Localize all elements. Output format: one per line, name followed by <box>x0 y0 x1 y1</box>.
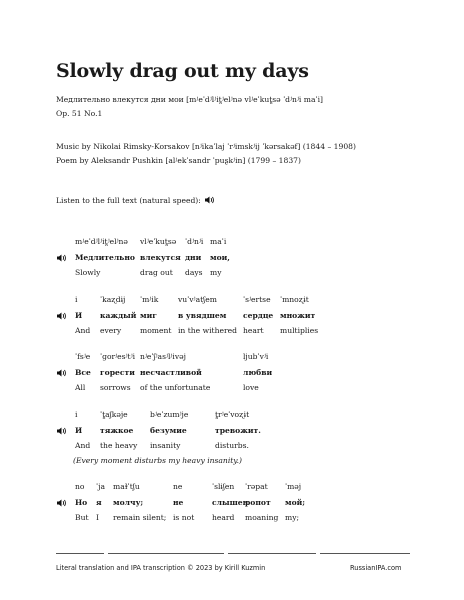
english-word: the heavy <box>100 441 138 450</box>
russian-word: сердце <box>243 311 274 320</box>
russian-word: в увядшем <box>178 311 227 320</box>
footer-divider <box>108 553 224 554</box>
russian-word: влекутся <box>140 253 181 262</box>
english-word: I <box>96 513 99 522</box>
ipa-word: ˈmnoʐɨt <box>280 295 309 304</box>
russian-word: мой; <box>285 498 306 507</box>
english-word: moment <box>140 326 172 335</box>
ipa-word: ne <box>173 482 183 491</box>
russian-word: ропот <box>245 498 271 507</box>
ipa-word: ˈkaʐdɨj <box>100 295 126 304</box>
speaker-icon[interactable] <box>57 369 66 377</box>
english-word: of the unfortunate <box>140 383 211 392</box>
ipa-word: i <box>75 410 78 419</box>
footer-divider <box>320 553 410 554</box>
russian-word: молчу; <box>113 498 144 507</box>
russian-word: любви <box>243 368 273 377</box>
english-word: every <box>100 326 122 335</box>
ipa-word: ˈslɨʃen <box>212 482 235 491</box>
page-title: Slowly drag out my days <box>56 60 309 82</box>
russian-word: несчастливой <box>140 368 202 377</box>
english-word: moaning <box>245 513 279 522</box>
ipa-word: ˈdʲnʲi <box>185 237 204 246</box>
opus-number: Op. 51 No.1 <box>56 109 103 118</box>
speaker-icon[interactable] <box>57 427 66 435</box>
ipa-word: no <box>75 482 85 491</box>
ipa-word: maɫˈtʃu <box>113 482 140 491</box>
russian-word: Все <box>75 368 91 377</box>
footer-site-link[interactable]: RussianIPA.com <box>350 564 402 572</box>
english-word: And <box>75 326 91 335</box>
english-word: multiplies <box>280 326 319 335</box>
english-word: days <box>185 268 203 277</box>
translation-note: (Every moment disturbs my heavy insanity.) <box>73 456 242 465</box>
russian-word: дни <box>185 253 202 262</box>
russian-word: Но <box>75 498 88 507</box>
english-word: All <box>75 383 86 392</box>
russian-word: тяжкое <box>100 426 134 435</box>
ipa-word: ˈsʲertse <box>243 295 271 304</box>
english-word: my <box>210 268 222 277</box>
speaker-icon[interactable] <box>57 254 66 262</box>
ipa-word: ˈməj <box>285 482 302 491</box>
russian-word: каждый <box>100 311 137 320</box>
ipa-word: ˈja <box>96 482 105 491</box>
russian-word: миг <box>140 311 157 320</box>
ipa-word: mʲeˈdʲlʲit̪ʲelʲnə <box>75 237 128 246</box>
english-word: drag out <box>140 268 173 277</box>
ipa-word: ˈmʲik <box>140 295 159 304</box>
listen-label-text: Listen to the full text (natural speed): <box>56 196 201 205</box>
russian-word: тревожит. <box>215 426 261 435</box>
ipa-word: vuˈvʲatʃem <box>178 295 217 304</box>
russian-word: не <box>173 498 184 507</box>
russian-word: горести <box>100 368 135 377</box>
english-word: disturbs. <box>215 441 249 450</box>
english-word: Slowly <box>75 268 101 277</box>
english-word: sorrows <box>100 383 131 392</box>
russian-word: безумие <box>150 426 187 435</box>
english-word: heart <box>243 326 264 335</box>
russian-word: И <box>75 311 83 320</box>
ipa-word: ˈt̪aʃkəje <box>100 410 128 419</box>
ipa-word: nʲeˈʃʲasʲlʲivəj <box>140 352 186 361</box>
russian-word: множит <box>280 311 316 320</box>
speaker-icon[interactable] <box>57 499 66 507</box>
ipa-word: i <box>75 295 78 304</box>
footer-copyright: Literal translation and IPA transcription © 2023 by Kirill Kuzmin <box>56 564 266 572</box>
listen-full-text-label <box>56 196 214 207</box>
russian-word: И <box>75 426 83 435</box>
ipa-word: bʲeˈzumʲje <box>150 410 189 419</box>
english-word: insanity <box>150 441 181 450</box>
ipa-word: vlʲeˈkut̪sə <box>140 237 177 246</box>
ipa-word: ljubˈvʲi <box>243 352 269 361</box>
russian-word: я <box>96 498 102 507</box>
music-credit: Music by Nikolai Rimsky-Korsakov [nʲikaˈlaj ˈrʲimskʲij ˈkərsakəf] (1844 – 1908) <box>56 142 356 151</box>
english-word: But <box>75 513 89 522</box>
footer-divider <box>228 553 316 554</box>
ipa-word: t̪rʲeˈvoʐɨt <box>215 410 250 419</box>
ipa-word: ˈɡorʲesʲtʲi <box>100 352 136 361</box>
english-word: is not <box>173 513 195 522</box>
speaker-icon[interactable] <box>57 312 66 320</box>
ipa-word: maˈi <box>210 237 227 246</box>
english-word: love <box>243 383 259 392</box>
ipa-word: ˈrəpat <box>245 482 268 491</box>
english-word: remain silent; <box>113 513 167 522</box>
ipa-word: ˈfsʲe <box>75 352 91 361</box>
speaker-icon[interactable] <box>205 196 214 207</box>
english-word: And <box>75 441 91 450</box>
english-word: heard <box>212 513 235 522</box>
english-word: in the withered <box>178 326 237 335</box>
russian-word: мои, <box>210 253 230 262</box>
russian-title-with-ipa: Медлительно влекутся дни мои [mʲeˈdʲlʲit̪ʲelʲnə vlʲeˈkut̪sə ˈdʲnʲi maˈi] <box>56 95 323 104</box>
russian-word: Медлительно <box>75 253 135 262</box>
footer-divider <box>56 553 104 554</box>
poem-credit: Poem by Aleksandr Pushkin [alʲekˈsandr ˈpuʂkʲin] (1799 – 1837) <box>56 156 301 165</box>
english-word: my; <box>285 513 300 522</box>
russian-word: слышен <box>212 498 249 507</box>
